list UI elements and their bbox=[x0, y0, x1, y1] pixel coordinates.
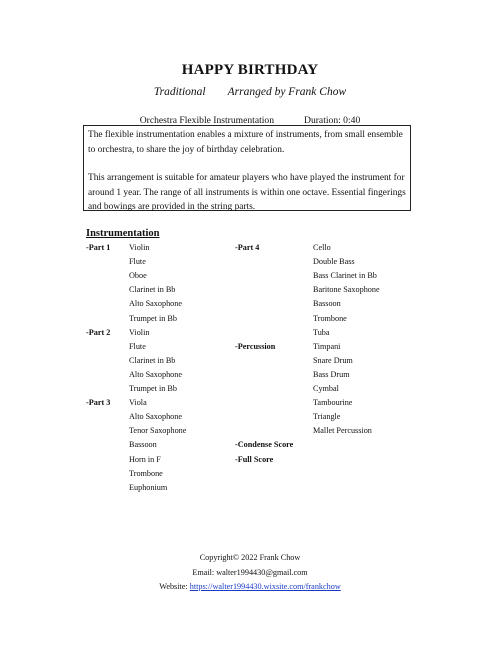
instrument-name: Bass Drum bbox=[313, 369, 350, 379]
part-label: -Percussion bbox=[235, 341, 276, 351]
instrument-name: Cello bbox=[313, 243, 331, 252]
part-label: -Part 2 bbox=[86, 327, 111, 337]
instrument-name: Trumpet in Bb bbox=[129, 384, 177, 393]
instrument-name: Alto Saxophone bbox=[129, 369, 182, 379]
instrument-name: Violin bbox=[129, 327, 150, 337]
instrument-name: Triangle bbox=[313, 412, 341, 422]
description-box bbox=[83, 125, 411, 211]
part-label: -Part 3 bbox=[86, 398, 111, 408]
instrument-name: Viola bbox=[129, 398, 147, 408]
contact-email: Email: walter1994430@gmail.com bbox=[192, 568, 308, 577]
instrument-name: Double Bass bbox=[313, 257, 355, 267]
instrument-name: Snare Drum bbox=[313, 355, 353, 365]
website-label: Website: bbox=[159, 582, 190, 591]
instrument-name: Trombone bbox=[313, 313, 347, 323]
instrument-name: Violin bbox=[129, 243, 150, 252]
composer-credit: Traditional bbox=[153, 86, 206, 98]
part-label: -Part 4 bbox=[235, 243, 260, 252]
ensemble-label: Orchestra Flexible Instrumentation bbox=[139, 115, 275, 126]
instrument-name: Tenor Saxophone bbox=[129, 426, 187, 436]
instrument-name: Tambourine bbox=[313, 398, 353, 408]
instrument-name: Baritone Saxophone bbox=[313, 285, 380, 295]
instrument-name: Mallet Percussion bbox=[313, 426, 372, 436]
instrument-name: Trumpet in Bb bbox=[129, 313, 177, 323]
instrument-name: Tuba bbox=[313, 327, 330, 337]
instrument-name: Cymbal bbox=[313, 384, 339, 393]
website-line bbox=[0, 582, 500, 591]
website-link[interactable]: https://walter1994430.wixsite.com/frankchow bbox=[189, 582, 341, 591]
instrument-name: Bassoon bbox=[129, 440, 157, 450]
instrument-name: Clarinet in Bb bbox=[129, 285, 176, 295]
instrument-name: Bassoon bbox=[313, 299, 341, 309]
instrument-name: Clarinet in Bb bbox=[129, 355, 176, 365]
instrument-name: Horn in F bbox=[129, 454, 161, 464]
instrument-name: Bass Clarinet in Bb bbox=[313, 271, 377, 281]
instrument-name: Timpani bbox=[313, 341, 341, 351]
copyright: Copyright© 2022 Frank Chow bbox=[199, 553, 301, 562]
part-label: -Condense Score bbox=[235, 440, 294, 450]
part-label: -Full Score bbox=[235, 454, 274, 464]
instrument-name: Alto Saxophone bbox=[129, 299, 182, 309]
arranger-credit: Arranged by Frank Chow bbox=[227, 86, 347, 98]
part-label: -Part 1 bbox=[86, 243, 111, 252]
instrument-name: Flute bbox=[129, 341, 146, 351]
description-paragraph-1: The flexible instrumentation enables a mixture of instruments, from small ensemble to orchestra, to share the joy of birthday celebration. bbox=[88, 130, 403, 155]
instrumentation-heading: Instrumentation bbox=[86, 228, 160, 239]
instrument-name: Euphonium bbox=[129, 482, 168, 492]
instrument-name: Alto Saxophone bbox=[129, 412, 182, 422]
page-title: HAPPY BIRTHDAY bbox=[181, 62, 319, 78]
subtitle bbox=[0, 86, 500, 98]
instrument-name: Trombone bbox=[129, 468, 163, 478]
instrument-name: Flute bbox=[129, 257, 146, 267]
instrument-name: Oboe bbox=[129, 271, 147, 281]
description-paragraph-2: This arrangement is suitable for amateur players who have played the instrument for around 1 year. The range of all instruments is within one octave. Essential fingerings and bowings are provided in the string parts. bbox=[88, 173, 406, 213]
duration-label: Duration: 0:40 bbox=[304, 115, 361, 126]
